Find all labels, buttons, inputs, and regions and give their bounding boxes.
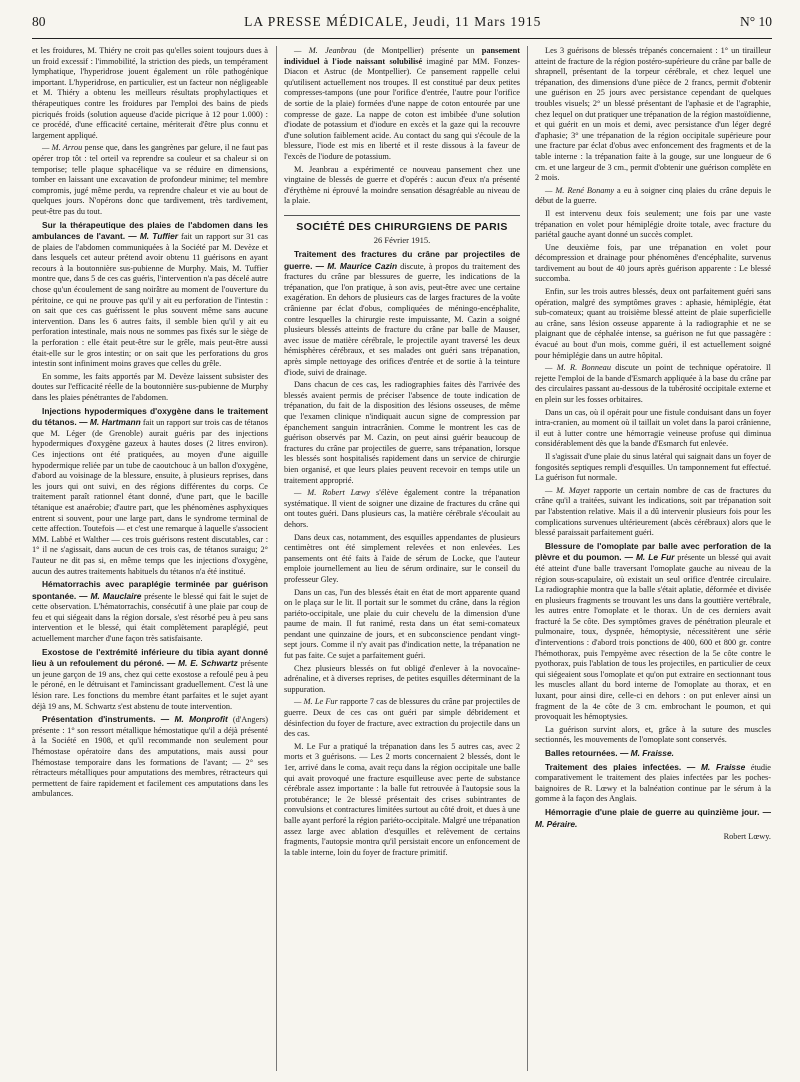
author: — M. René Bonamy	[545, 185, 615, 195]
paragraph: Enfin, sur les trois autres blessés, deux ont parfaitement guéri sans opération, malgré des symptômes graves : aphasie, hémiplégie, état sub-comateux; quant au troisième blessé atteint de plaie superficielle au crâne, sans lésion osseuse apparente à la radiographie et ne se plaignant que de céphalée intense, sa guérison ne fut que passagère : évacué au bout d'un mois, comme guéri, il est actuellement soigné pour hémiplégie dans un autre hôpital.	[535, 287, 771, 360]
paragraph: Une deuxième fois, par une trépanation en volet pour décompression et drainage pour phénomènes d'encéphalite, survenus tardivement au bout de 40 jours après guérison apparente : Le blessé succomba.	[535, 242, 771, 284]
author: — M. Péraire.	[535, 806, 771, 829]
signature: Robert Lœwy.	[723, 832, 771, 842]
paragraph: — M. R. Bonneau discute un point de technique opératoire. Il rejette l'emploi de la bande d'Esmarch appliquée à la base du crâne par des circulaires passant au-dessous de la tubérosité occipitale externe et en plein sur les fosses orbitaires.	[535, 363, 771, 404]
section-heading: Hémorragie d'une plaie de guerre au quinzième jour.	[545, 806, 760, 817]
paragraph: — M. Jeanbrau (de Montpellier) présente un pansement individuel à l'iode naissant solubilisé imaginé par MM. Fonzes-Diacon et Astruc (de Montpellier). Ce pansement rappelle celui qu'utilisent actuellement nos troupes. Il est constitué par deux petites compresses-tampons (une pour l'orifice d'entrée, l'autre pour l'orifice de sortie de la plaie) formées d'une nappe de coton entourée par une compresse de gaze. La nappe de coton est imbibée d'une solution d'iodate de potassium et d'iodure en excès et la gaze qui la recouvre d'une solution faiblement acide. Au contact du sang qui s'écoule de la blessure, l'iode est mis en liberté et il reste dissous à la faveur de l'excès de l'iodure de potassium.	[284, 46, 520, 161]
author: — M. R. Bonneau	[545, 363, 611, 373]
author: — M. Le Fur	[621, 552, 675, 563]
paragraph: Hématorrachis avec paraplégie terminée par guérison spontanée. — M. Mauclaire présente le blessé qui fait le sujet de cette observation. L'hématorrachis, consécutif à une plaie par coup de feu et qui siégeait dans la région dorsale, s'est résorbé peu à peu sans intervention et le blessé, qui était complètement paraplégié, peut actuellement marcher d'une façon très satisfaisante.	[32, 579, 268, 644]
author: — M. Jeanbrau	[294, 46, 357, 55]
paragraph: Traitement des fractures du crâne par projectiles de guerre. — M. Maurice Cazin discute, à propos du traitement des fractures du crâne par blessures de guerre, les indications de la trépanation, que l'on pratique, à son avis, peut-être avec une certaine exagération. En dehors de plusieurs cas de larges fractures de la voûte crânienne par éclat d'obus, compliquées de méningo-encéphalite, contre lesquelles la chirurgie reste impuissante, M. Cazin a soigné plusieurs blessés atteints de fracture du crâne par balle de Mauser, avec issue de matière cérébrale, le projectile ayant traversé les deux hémisphères cérébraux, et ses malades ont guéri sans trépanation, après simple nettoyage des orifices d'entrée et de sortie à la teinture d'iode, suivi de drainage.	[284, 249, 520, 377]
paragraph: Dans deux cas, notamment, des esquilles appendantes de plusieurs centimètres ont été simplement relevées et non enlevées. Les pansements ont été faits à l'aide de sérum de Locke, que l'auteur emploie journellement au lieu de sérum ordinaire, sur le conseil du professeur Gley.	[284, 532, 520, 584]
author: — M. E. Schwartz	[163, 658, 238, 669]
section-heading: Blessure de l'omoplate par balle avec perforation de la plèvre et du poumon.	[535, 540, 771, 563]
author: — M. Monprofit	[155, 714, 228, 725]
author: — M. Hartmann	[76, 417, 141, 428]
author: — M. Arrou	[42, 143, 83, 153]
paragraph: Dans chacun de ces cas, les radiographies faites dès l'arrivée des blessés avaient permis de préciser l'absence de toute indication de trépanation, du fait de la disposition des lésions osseuses, de même que l'examen clinique n'indiquait aucun signe de compression par épanchement sanguin intracrânien. Comme le montrent les cas de guérison observés par M. Cazin, on peut ainsi guérir beaucoup de fractures du crâne par projectiles de guerre, sans trépanation, lorsque les blessés sont hospitalisés rapidement dans un service de chirurgie bien organisé, et que leurs plaies peuvent recevoir en temps utile un traitement approprié.	[284, 380, 520, 485]
column-divider	[276, 46, 277, 1071]
section-heading: Injections hypodermiques d'oxygène dans le traitement du tétanos.	[32, 405, 268, 428]
header-rule	[32, 38, 772, 39]
journal-title: LA PRESSE MÉDICALE, Jeudi, 11 Mars 1915	[244, 14, 542, 29]
section-heading: Traitement des fractures du crâne par projectiles de guerre.	[284, 249, 520, 271]
paragraph: et les froidures, M. Thiéry ne croit pas qu'elles soient toujours dues à un froid excessif : l'immobilité, la striction des pieds, un tempérament lymphatique, l'hyperidrose jouent également un rôle pathogénique important. L'hyperidrose, en particulier, est un facteur non négligeable et M. Thiéry a obtenu les meilleurs résultats prophylactiques et thérapeutiques contre les froidures par l'emploi des bains de pieds picriqués froids (solution aqueuse d'acide picrique à 12 pour 1.000) : ce procédé, d'une efficacité certaine, mériterait d'être plus connu et largement appliqué.	[32, 46, 268, 140]
paragraph: M. Le Fur a pratiqué la trépanation dans les 5 autres cas, avec 2 morts et 3 guérisons. — Les 2 morts concernaient 2 blessés, dont le 1er, arrivé dans le coma, avait reçu dans la région occipitale une balle qui avait provoqué une fracture esquilleuse avec perte de substance cérébrale assez importante : la balle fut retrouvée à l'autopsie sous la protubérance; le 2e blessé présentait des crises subintrantes de convulsions et contractures limitées surtout au côté droit, et dues à une balle ayant perforé la région pariéto-occipitale. Malgré une trépanation assez large avec ablation d'esquilles et relèvement de certains fragments, l'autopsie montra qu'il persistait encore un enfoncement de la table interne, loin du foyer de fracture primitif.	[284, 741, 520, 857]
author: — M. Mayet	[545, 485, 590, 495]
paragraph	[535, 748, 771, 760]
page-number: 80	[32, 14, 46, 29]
paragraph: Chez plusieurs blessés on fut obligé d'enlever à la novocaïne-adrénaline, et à diverses reprises, de petites esquilles déterminant de la suppuration.	[284, 663, 520, 694]
author: — M. Maurice Cazin	[312, 260, 398, 271]
author: — M. Fraisse.	[617, 748, 674, 758]
author: — M. Le Fur	[294, 697, 338, 707]
paragraph: Exostose de l'extrémité inférieure du tibia ayant donné lieu à un refoulement du péroné. — M. E. Schwartz présente un jeune garçon de 19 ans, chez qui cette exostose a refoulé peu à peu le péroné, en le détruisant et l'amincissant graduellement. C'est là une lésion rare. Les fonctions du membre étant parfaites et le sujet ayant déjà 19 ans, M. Schwartz s'est abstenu de toute intervention.	[32, 646, 268, 711]
author: — M. Mauclaire	[76, 590, 142, 601]
column-middle	[284, 46, 520, 1076]
section-heading: Hématorrachis avec paraplégie terminée par guérison spontanée.	[32, 579, 268, 601]
paragraph	[535, 807, 771, 830]
issue-number: N° 10	[739, 14, 772, 29]
section-heading: Sur la thérapeutique des plaies de l'abdomen dans les ambulances de l'avant.	[32, 219, 268, 242]
author: — M. Tuffier	[125, 231, 179, 242]
paragraph: — M. Le Fur rapporte 7 cas de blessures du crâne par projectiles de guerre. Deux de ces cas ont guéri par simple débridement et désinfection du foyer de fracture, avec extraction du projectile dans un des cas.	[284, 697, 520, 739]
paragraph: — M. Arrou pense que, dans les gangrènes par gelure, il ne faut pas opérer trop tôt : tel orteil va reprendre sa couleur et sa chaleur si on temporise; telle plaque sphacélique va se réduire en dimensions, tomber en laissant une excavation de profondeur minime; tel membre compromis, jugé même perdu, va reprendre chaleur et vie au bout de quelques jours. N'opérons donc que tardivement, très tardivement, peut-être pas du tout.	[32, 143, 268, 216]
paragraph: La guérison survint alors, et, grâce à la suture des muscles sectionnés, les mouvements de l'omoplate sont conservés.	[535, 724, 771, 745]
paragraph: Dans un cas, où il opérait pour une fistule conduisant dans un foyer intra-cranien, au moment où il taillait un volet dans la paroi crânienne, il eut à lutter contre une hémorragie veineuse profuse qui diminua considérablement dès que la bande d'Esmarch fut enlevée.	[535, 407, 771, 449]
paragraph: Il est intervenu deux fois seulement; une fois par une vaste trépanation en volet pour hémiplégie droite totale, avec fracture du pariétal gauche ayant donné un succès complet.	[535, 208, 771, 240]
author: — M. Robert Lœwy	[294, 488, 371, 498]
society-heading: SOCIÉTÉ DES CHIRURGIENS DE PARIS	[284, 215, 520, 233]
paragraph: Traitement des plaies infectées. — M. Fraisse étudie comparativement le traitement des plaies infectées par les poches-baignoires de R. Lœwy et la balnéation continue par le sérum à la gomme à la façon des Anglais.	[535, 761, 771, 804]
paragraph: Blessure de l'omoplate par balle avec perforation de la plèvre et du poumon. — M. Le Fur présente un blessé qui avait été atteint d'une balle traversant l'omoplate gauche au niveau de la région sous-scapulaire, où existait un seul orifice d'entrée circulaire. La radiographie montra que la balle s'était aplatie, déformée et divisée en plusieurs fragments se trouvant les uns dans la gouttière vertébrale, les autres entre l'omoplate et le thorax. Un de ces derniers avait fracturé la 5e côte. Des symptômes graves de pénétration pleurale et pulmonaire, toux, dyspnée, hémoptysie, nécessitèrent une série d'interventions : d'abord trois ponctions de 400, 600 et 800 gr. contre l'hémothorax, puis l'empyème avec résection de la 5e côte contre le pyothorax, puis l'ablation de tous les projectiles, en particulier de ceux qui siégeaient sous l'omoplate et qu'on put extraire en sectionnant tous les muscles allant du bord interne de l'omoplate au thorax, et en luxant, pour ainsi dire, celle-ci en dehors : on put enlever ainsi un fragment de la 4e côte de 3 cm. embrochant le poumon, et qui provoquait les hémoptysies.	[535, 540, 771, 722]
paragraph: Il s'agissait d'une plaie du sinus latéral qui saignait dans un foyer de fongosités septiques rempli d'esquilles. Un tamponnement fut effectué. La guérison fut normale.	[535, 451, 771, 483]
product-name: pansement individuel à l'iode naissant solubilisé	[284, 46, 520, 66]
section-heading: Exostose de l'extrémité inférieure du tibia ayant donné lieu à un refoulement du péroné.	[32, 646, 268, 669]
paragraph: Dans un cas, l'un des blessés était en état de mort apparente quand on le plaça sur le lit. Il portait sur le sommet du crâne, dans la région pariéto-occipitale, une plaie du cuir chevelu de la dimension d'une paume de main. Il fut ranimé, resta dans un état semi-comateux pendant une quinzaine de jours, et en subconscience pendant vingt-sept jours. Comme il n'y avait pas d'indication nette, la trépanation ne fut pas faite. Ce sujet a parfaitement guéri.	[284, 587, 520, 661]
paragraph: En somme, les faits apportés par M. Devèze laissent subsister des doutes sur l'efficacité réelle de la boutonnière sus-pubienne de Murphy dans les plaies pénétrantes de l'abdomen.	[32, 371, 268, 402]
meeting-date: 26 Février 1915.	[373, 234, 431, 245]
section-heading: Présentation d'instruments.	[42, 714, 156, 725]
section-heading: Balles retournées.	[545, 748, 618, 758]
paragraph: Sur la thérapeutique des plaies de l'abdomen dans les ambulances de l'avant. — M. Tuffier fait un rapport sur 31 cas de plaies de l'abdomen communiquées à la Société par M. Devèze et dans lesquels cet auteur prétend avoir obtenu 11 guérisons en ayant recours à la boutonnière sus-pubienne de Murphy. Mais, M. Tuffier montre que, dans 5 de ces cas guéris, l'intervention n'a pas décelé autre chose qu'un écoulement de sang noirâtre au moment de l'ouverture du péritoine, ce qui ne prouve pas qu'il y ait eu perforation de l'intestin : on sait que ces cas guérissent le plus souvent même sans aucune intervention. Dans les 6 autres faits, il semble bien qu'il y ait eu perforation intestinale, mais nous ne sommes pas fixés sur le siège de la perforation : elle était peut-être sur le grêle, mais peut-être aussi était-elle sur le gros intestin; or on sait que les perforations du gros intestin sont infiniment moins graves que celles du grêle.	[32, 219, 268, 369]
paragraph: — M. Mayet rapporte un certain nombre de cas de fractures du crâne qu'il a traitées, suivant les indications, soit par trépanation soit par l'abstention relative. Mais il a dû intervenir plusieurs fois pour les complications survenues ultérieurement (abcès cérébraux) alors que le blessé paraissait parfaitement guéri.	[535, 485, 771, 538]
paragraph: Présentation d'instruments. — M. Monprofit (d'Angers) présente : 1° son ressort métallique hémostatique qu'il a déjà présenté à la Société en 1908, et qu'il recommande non seulement pour l'hémostase opératoire dans des amputations, mais aussi pour l'hémostase temporaire dans les formations de l'avant; — 2° ses rétracteurs métalliques pour amputations des membres, rétracteurs qui permettent de faire rapidement et facilement ces amputations dans les ambulances.	[32, 714, 268, 799]
paragraph: M. Jeanbrau a expérimenté ce nouveau pansement chez une vingtaine de blessés de guerre et d'opérés : aucun d'eux n'a présenté d'érythème ni éprouvé la moindre sensation désagréable au niveau de la plaie.	[284, 164, 520, 206]
paragraph: Injections hypodermiques d'oxygène dans le traitement du tétanos. — M. Hartmann fait un rapport sur trois cas de tétanos que M. Léger (de Grenoble) aurait guéris par des injections hypodermiques d'oxygène gazeux à hautes doses (2 litres environ). Ces injections ont été pratiquées, au moyen d'une aiguille hypodermique reliée par un tube de caoutchouc à un ballon d'oxygène, d'abord au voisinage de la blessure, ensuite, à plusieurs reprises, dans les jours qui ont suivi, en des régions différentes du corps. Ce traitement paraît rationnel étant donné, d'une part, que le bacille tétanique est anaérobie; d'autre part, que les phénomènes asphyxiques entrent si souvent, pour une large part, dans le syndrome terminal de cette affection. Toutefois — et c'est une remarque à laquelle s'associent MM. Labbé et Walther — ces trois guérisons restent discutables, car : 1° il ne s'agissait, dans aucun de ces trois cas, de tétanos suraigu; 2° l'auteur ne dit pas si, en même temps que les injections d'oxygène, aucun des autres traitements habituels du tétanos n'a été institué.	[32, 405, 268, 576]
paragraph: Les 3 guérisons de blessés trépanés concernaient : 1° un tirailleur atteint de fracture de la région postéro-supérieure du crâne par balle de shrapnell, présentant de la torpeur cérébrale, et chez lequel une trépanation, des dimensions d'une pièce de 2 francs, permit d'obtenir une guérison en 25 jours avec persistance cependant de quelques troubles visuels; 2° un blessé présentant de l'aphasie et de l'agraphie, chez lequel on dut pratiquer une trépanation de la région mastoïdienne, et qui guérit en un mois et demi, avec persistance d'un léger degré d'aphasie; 3° une trépanation de la région occipitale supérieure pour une fracture par éclat d'obus avec enfoncement des fragments et de la table interne : la trépanation faite à la gouge, sur une longueur de 6 cm. et une largeur de 3 cm., permit d'obtenir une guérison complète en 2 mois.	[535, 46, 771, 183]
paragraph: — M. René Bonamy a eu à soigner cinq plaies du crâne depuis le début de la guerre.	[535, 185, 771, 206]
column-left	[32, 46, 268, 1076]
paragraph: — M. Robert Lœwy s'élève également contre la trépanation systématique. Il vient de soigner une dizaine de fractures du crâne qui ont toutes guéri. Dans plusieurs cas, la matière cérébrale s'écoulait au dehors.	[284, 488, 520, 529]
page-header	[32, 14, 772, 36]
author: — M. Fraisse	[681, 761, 746, 772]
column-right	[535, 46, 771, 1076]
column-divider	[527, 46, 528, 1071]
section-heading: Traitement des plaies infectées.	[545, 761, 682, 772]
